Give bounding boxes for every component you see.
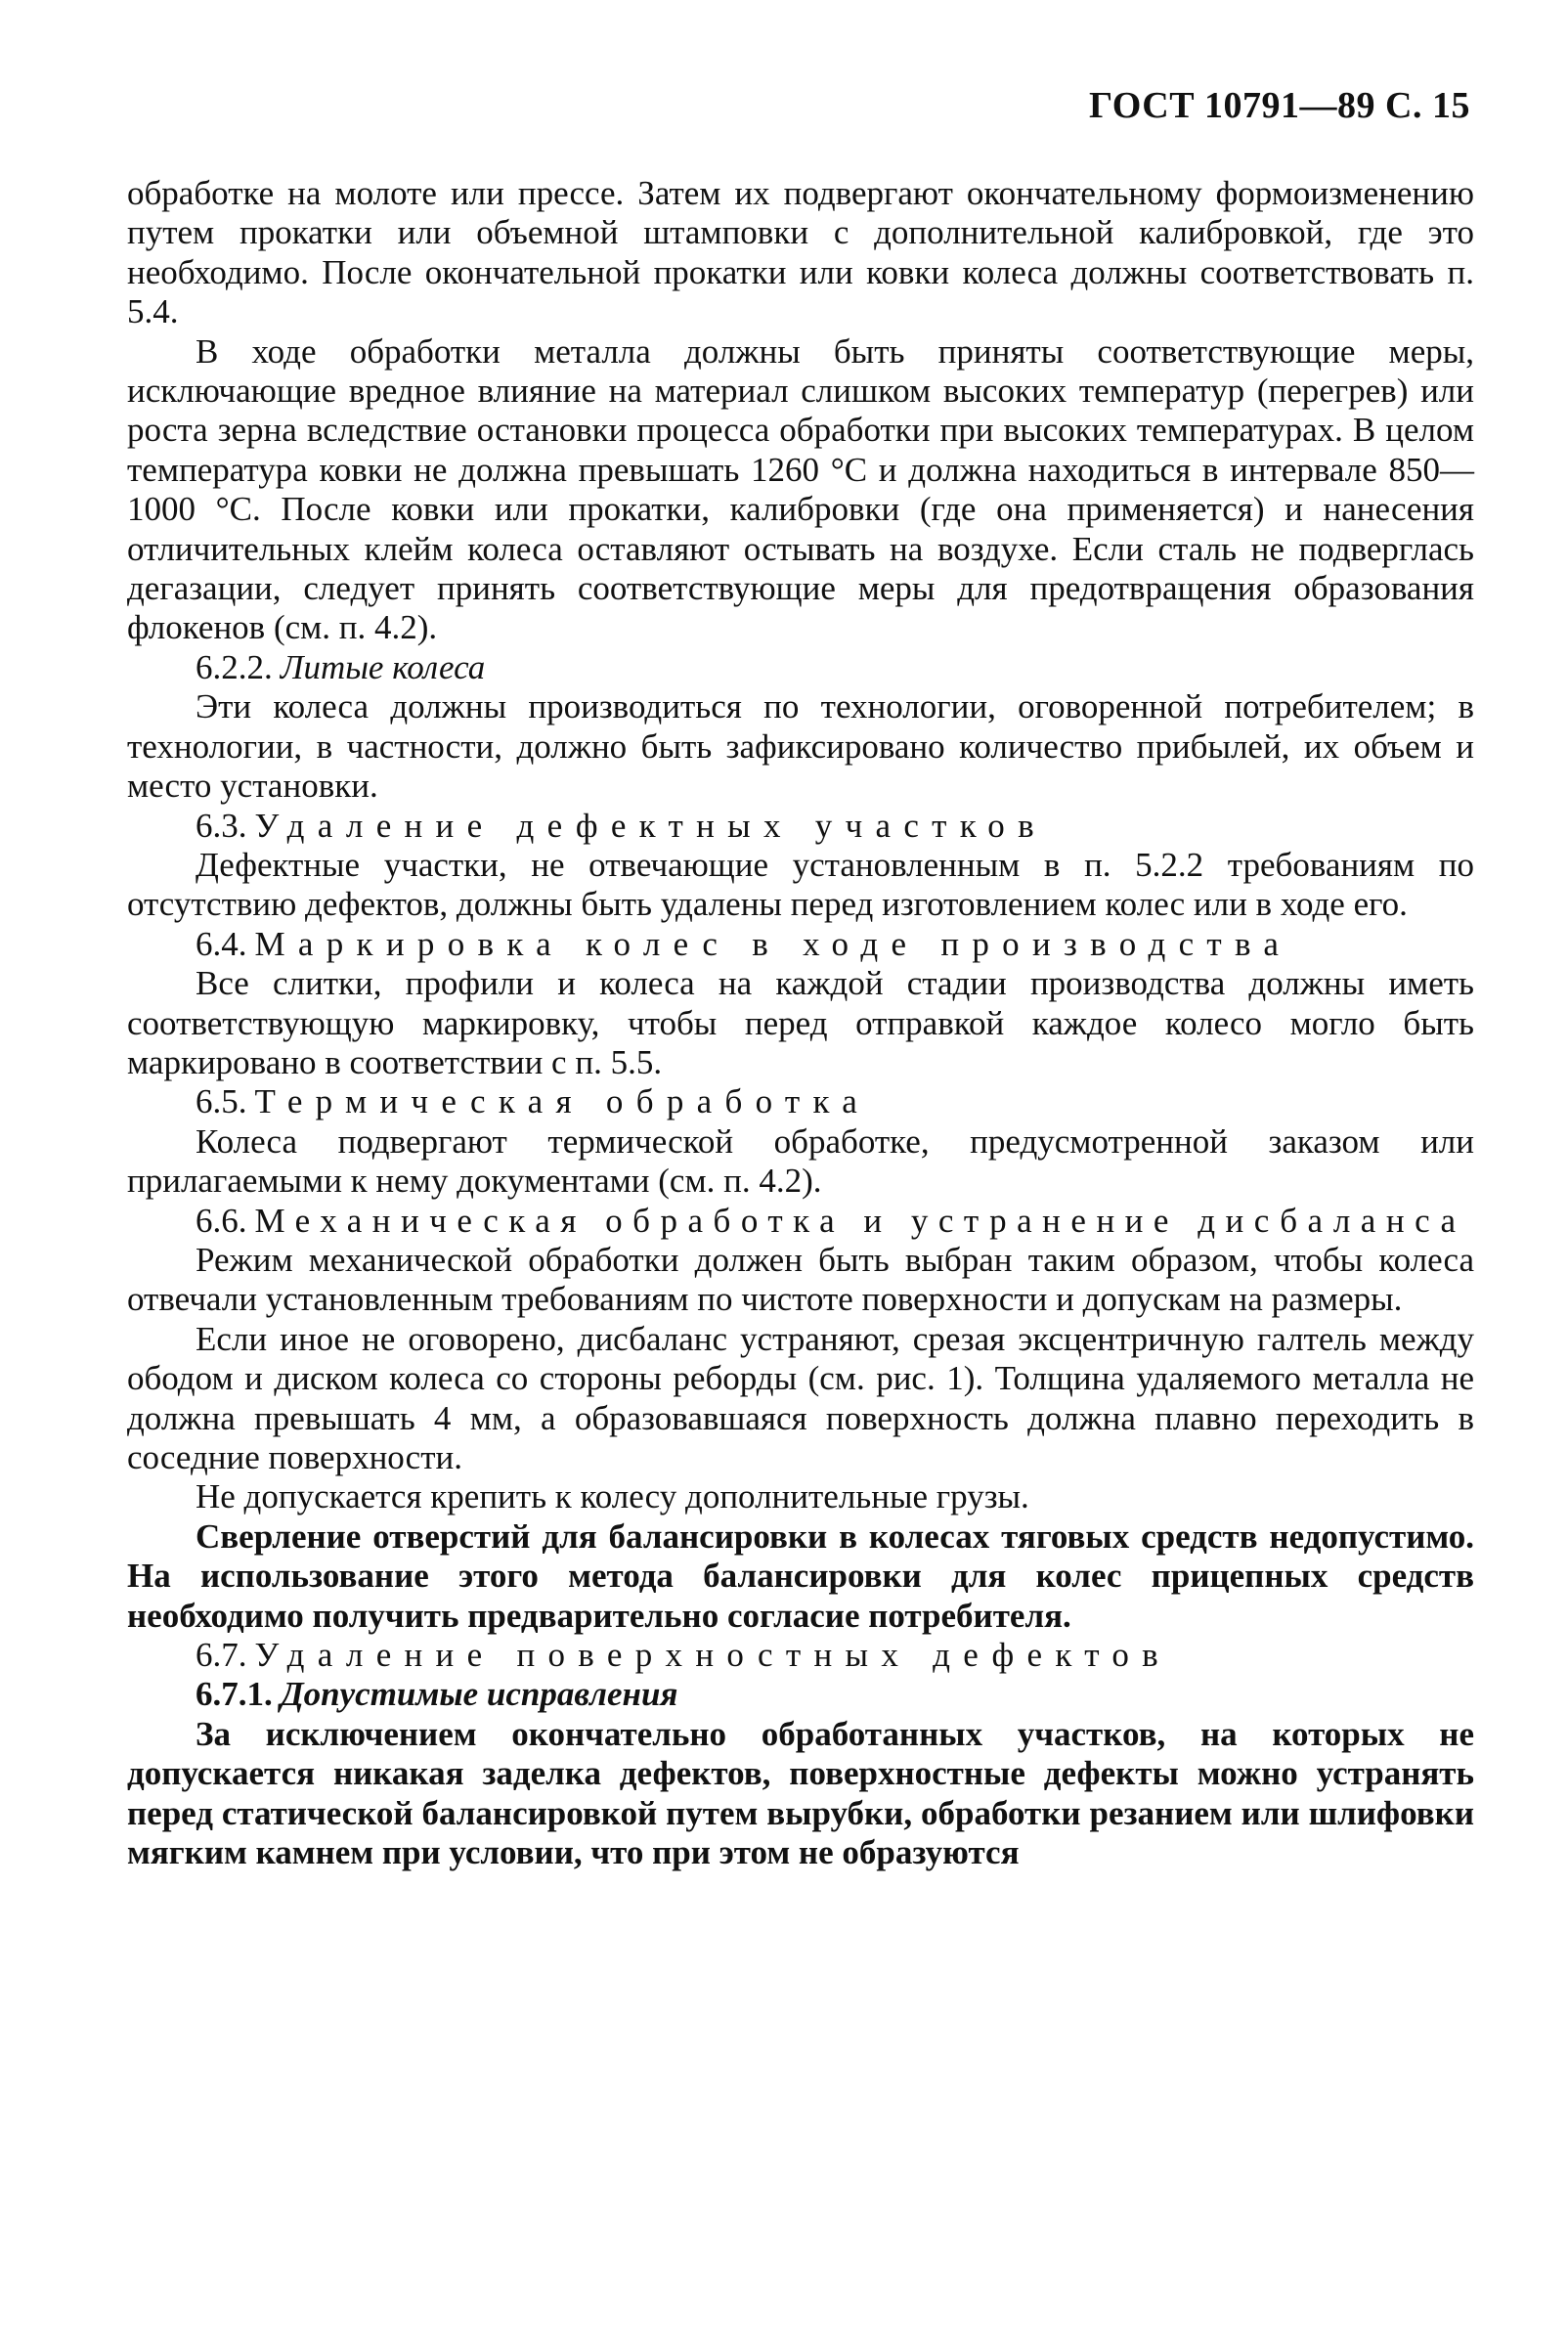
section-heading-6-5 [127, 1082, 1474, 1121]
paragraph: За исключением окончательно обработанных участков, на которых не допускается никакая заделка дефектов, поверхностные дефекты можно устранять перед статической балансировкой путем вырубки, обработки резанием или шлифовки мягким камнем при условии, что при этом не образуются [127, 1714, 1474, 1872]
page-header: ГОСТ 10791—89 С. 15 [1089, 85, 1470, 126]
section-heading-6-3 [127, 807, 1474, 846]
paragraph: Режим механической обработки должен быть выбран таким образом, чтобы колеса отвечали установленным требованиям по чистоте поверхности и допускам на размеры. [127, 1240, 1474, 1319]
section-number: 6.5. [196, 1082, 247, 1121]
paragraph: Не допускается крепить к колесу дополнительные грузы. [196, 1477, 1029, 1516]
section-heading-6-4 [127, 925, 1474, 964]
section-number: 6.4. [196, 924, 247, 963]
paragraph: Эти колеса должны производиться по технологии, оговоренной потребителем; в технологии, в частности, должно быть зафиксировано количество прибылей, их объем и место установки. [127, 687, 1474, 806]
section-number: 6.3. [196, 806, 247, 845]
paragraph: Колеса подвергают термической обработке, предусмотренной заказом или прилагаемыми к нему документами (см. п. 4.2). [127, 1121, 1474, 1201]
section-title: Удаление дефектных участков [254, 806, 1047, 845]
section-title: Маркировка колес в ходе производства [254, 924, 1292, 963]
section-title: Механическая обработка и устранение дисбаланса [254, 1201, 1466, 1240]
section-number: 6.6. [196, 1201, 247, 1240]
section-heading-6-7-1 [127, 1675, 1474, 1714]
section-number: 6.2.2. [196, 647, 273, 686]
section-heading-6-2-2 [127, 648, 1474, 687]
section-heading-6-6 [127, 1202, 1474, 1241]
section-title: Удаление поверхностных дефектов [254, 1636, 1171, 1675]
section-heading-6-7 [127, 1636, 1474, 1675]
section-title: Литые колеса [280, 647, 486, 686]
paragraph: Если иное не оговорено, дисбаланс устраняют, срезая эксцентричную галтель между ободом и диском колеса со стороны реборды (см. рис. 1). Толщина удаляемого металла не должна превышать 4 мм, а образовавшаяся поверхность должна плавно переходить в соседние поверхности. [127, 1319, 1474, 1476]
paragraph: Все слитки, профили и колеса на каждой стадии производства должны иметь соответствующую маркировку, чтобы перед отправкой каждое колесо могло быть маркировано в соответствии с п. 5.5. [127, 964, 1474, 1081]
section-number: 6.7. [196, 1636, 247, 1675]
paragraph: Дефектные участки, не отвечающие установленным в п. 5.2.2 требованиям по отсутствию дефектов, должны быть удалены перед изготовлением колес или в ходе его. [127, 845, 1474, 924]
paragraph: Сверление отверстий для балансировки в колесах тяговых средств недопустимо. На использование этого метода балансировки для колес прицепных средств необходимо получить предварительно согласие потребителя. [127, 1516, 1474, 1635]
section-title: Термическая обработка [254, 1082, 871, 1121]
section-title: Допустимые исправления [280, 1675, 678, 1714]
paragraph: обработке на молоте или прессе. Затем их подвергают окончательному формоизменению путем прокатки или объемной штамповки с дополнительной калибровкой, где это необходимо. После окончательной прокатки или ковки колеса должны соответствовать п. 5.4. [127, 174, 1474, 331]
paragraph: В ходе обработки металла должны быть приняты соответствующие меры, исключающие вредное влияние на материал слишком высоких температур (перегрев) или роста зерна вследствие остановки процесса обработки при высоких температурах. В целом температура ковки не должна превышать 1260 °С и должна находиться в интервале 850—1000 °С. После ковки или прокатки, калибровки (где она применяется) и нанесения отличительных клейм колеса оставляют остывать на воздухе. Если сталь не подверглась дегазации, следует принять соответствующие меры для предотвращения образования флокенов (см. п. 4.2). [127, 331, 1474, 647]
document-body [127, 174, 1474, 1872]
section-number: 6.7.1. [196, 1675, 273, 1714]
